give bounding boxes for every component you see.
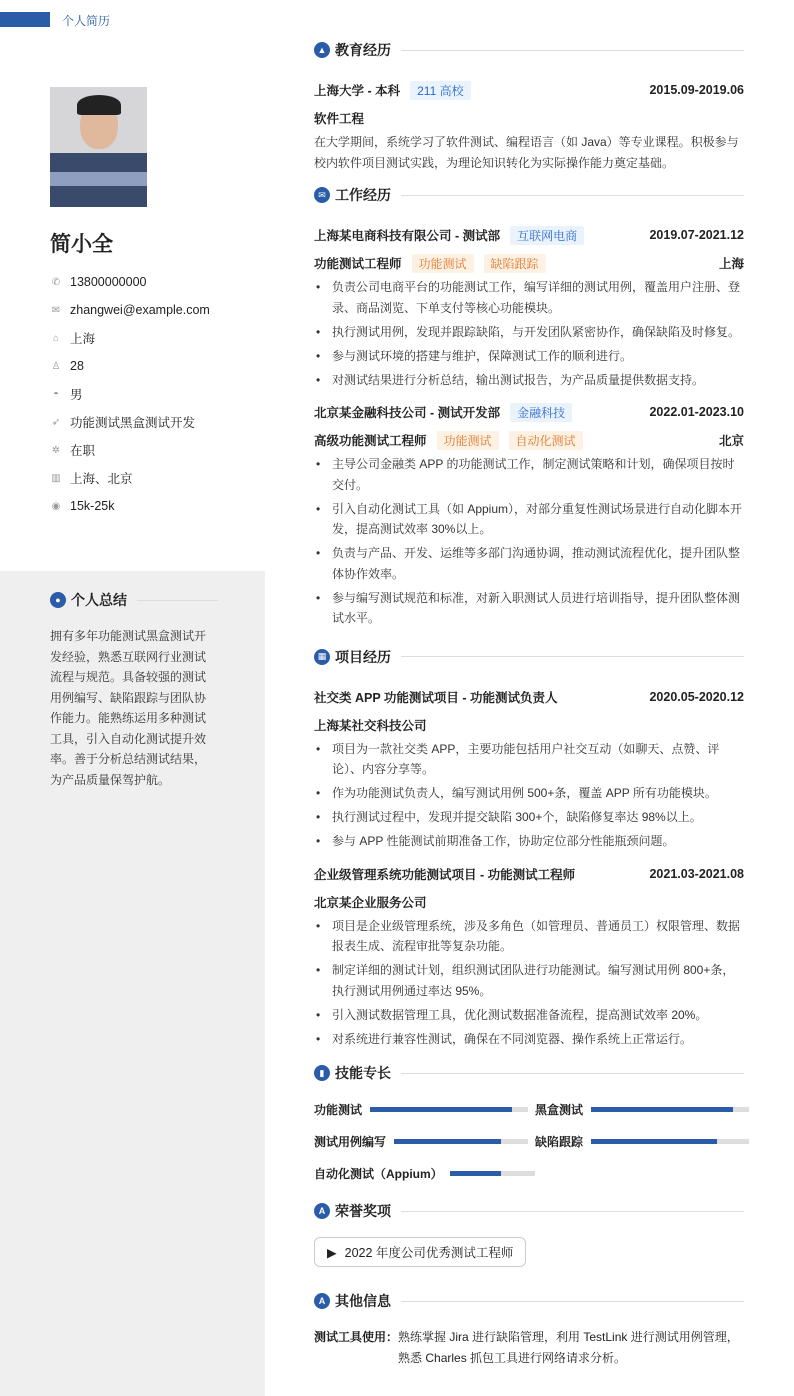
project-date: 2020.05-2020.12 <box>649 689 744 704</box>
profile-name: 简小全 <box>50 233 113 256</box>
profile-info-text: 上海、北京 <box>70 472 133 486</box>
skill-tag: 缺陷跟踪 <box>484 254 546 273</box>
list-item: • 制定详细的测试计划，组织测试团队进行功能测试。编写测试用例 800+条，执行测试用例通过率达 95%。 <box>314 960 744 1001</box>
job-city: 北京 <box>718 434 744 448</box>
award-icon: A <box>314 1203 330 1219</box>
list-item: • 项目为一款社交类 APP，主要功能包括用户社交互动（如聊天、点赞、评论）、内容分享等。 <box>314 739 744 780</box>
send-icon: ➶ <box>51 416 61 428</box>
section-skills <box>314 1063 744 1083</box>
award-text: 2022 年度公司优秀测试工程师 <box>344 1246 514 1260</box>
skill-tag: 功能测试 <box>437 431 499 450</box>
skill-name: 缺陷跟踪 <box>535 1134 584 1149</box>
home-icon: ⌂ <box>52 332 60 344</box>
list-item: • 负责与产品、开发、运维等多部门沟通协调，推动测试流程优化，提升团队整体协作效率。 <box>314 543 744 584</box>
profile-info-text: 男 <box>70 388 83 402</box>
gender-icon: ◓ <box>52 388 60 400</box>
summary-title: 个人总结 <box>71 592 127 608</box>
other-label: 测试工具使用： <box>314 1330 399 1344</box>
graduation-cap-icon: ▲ <box>314 42 330 58</box>
profile-info-list <box>50 268 210 520</box>
header-title: 个人简历 <box>62 14 111 28</box>
skill-item <box>314 1131 535 1151</box>
age-icon: ♙ <box>51 360 61 372</box>
profile-info-item <box>50 268 210 296</box>
skill-item <box>535 1131 749 1151</box>
company: 北京某金融科技公司 - 测试开发部 <box>314 406 501 420</box>
list-item: • 对测试结果进行分析总结，输出测试报告，为产品质量提供数据支持。 <box>314 370 744 391</box>
profile-info-text: 在职 <box>70 444 96 458</box>
project-org: 上海某社交科技公司 <box>314 718 427 733</box>
profile-info-item <box>50 296 210 324</box>
job-role: 高级功能测试工程师 <box>314 434 427 448</box>
section-projects <box>314 647 744 667</box>
skill-item <box>314 1099 535 1119</box>
skill-level-bar <box>450 1171 535 1176</box>
salary-icon: ◉ <box>51 500 61 512</box>
list-item: • 参与 APP 性能测试前期准备工作，协助定位部分性能瓶颈问题。 <box>314 831 744 852</box>
school-tag: 211 高校 <box>410 81 470 100</box>
job-city: 上海 <box>718 257 744 271</box>
other-text: 熟练掌握 Jira 进行缺陷管理，利用 TestLink 进行测试用例管理，熟悉 Charles 抓包工具进行网络请求分析。 <box>398 1330 739 1365</box>
section-title: 教育经历 <box>335 42 391 58</box>
section-title: 技能专长 <box>335 1065 391 1081</box>
project-org: 北京某企业服务公司 <box>314 895 427 910</box>
job-role: 功能测试工程师 <box>314 257 402 271</box>
industry-tag: 金融科技 <box>510 403 572 422</box>
bullet-list <box>314 916 744 1050</box>
profile-info-item <box>50 380 210 408</box>
profile-info-text: 上海 <box>70 332 96 346</box>
profile-info-item <box>50 324 210 352</box>
edu-desc: 在大学期间，系统学习了软件测试、编程语言（如 Java）等专业课程。积极参与校内软件项目测试实践，为理论知识转化为实际操作能力奠定基础。 <box>314 135 739 170</box>
school: 上海大学 - 本科 <box>314 84 401 98</box>
bullet-list <box>314 739 744 852</box>
briefcase-icon: ✉ <box>314 187 330 203</box>
profile-info-text: 13800000000 <box>70 275 147 289</box>
list-item: • 参与测试环境的搭建与维护，保障测试工作的顺利进行。 <box>314 346 744 367</box>
list-item: • 项目是企业级管理系统，涉及多角色（如管理员、普通员工）权限管理、数据报表生成、流程审批等复杂功能。 <box>314 916 744 957</box>
project-date: 2021.03-2021.08 <box>649 866 744 881</box>
profile-info-item <box>50 408 210 436</box>
profile-info-item <box>50 492 210 520</box>
info-icon: A <box>314 1293 330 1309</box>
profile-info-item <box>50 436 210 464</box>
bullet-list <box>314 277 744 390</box>
bar-chart-icon: ▮ <box>314 1065 330 1081</box>
skill-tag: 功能测试 <box>412 254 474 273</box>
list-item: • 引入测试数据管理工具，优化测试数据准备流程，提高测试效率 20%。 <box>314 1005 744 1026</box>
section-awards <box>314 1201 744 1221</box>
section-title: 项目经历 <box>335 648 391 665</box>
mail-icon: ✉ <box>51 304 61 316</box>
edu-date: 2015.09-2019.06 <box>649 83 744 97</box>
industry-tag: 互联网电商 <box>510 226 584 245</box>
other-info <box>314 1327 744 1368</box>
list-item: • 引入自动化测试工具（如 Appium），对部分重复性测试场景进行自动化脚本开发，提高测试效率 30%以上。 <box>314 499 744 540</box>
section-title: 荣誉奖项 <box>335 1203 391 1219</box>
avatar-photo <box>50 87 147 207</box>
skill-level-bar <box>394 1139 528 1144</box>
bullet-list <box>314 454 744 629</box>
award-item[interactable] <box>314 1237 526 1267</box>
skill-name: 自动化测试（Appium） <box>314 1166 443 1181</box>
list-item: • 参与编写测试规范和标准，对新入职测试人员进行培训指导，提升团队整体测试水平。 <box>314 588 744 629</box>
summary-heading <box>50 590 218 610</box>
profile-info-item <box>50 464 210 492</box>
section-education <box>314 40 744 60</box>
skill-level-bar <box>370 1107 528 1112</box>
main-content <box>314 40 744 1368</box>
skill-name: 功能测试 <box>314 1102 363 1117</box>
profile-info-text: zhangwei@example.com <box>70 303 210 317</box>
skill-item <box>535 1099 749 1119</box>
profile-info-text: 15k-25k <box>70 499 115 513</box>
list-item: • 作为功能测试负责人，编写测试用例 500+条，覆盖 APP 所有功能模块。 <box>314 783 744 804</box>
list-item: • 执行测试用例，发现并跟踪缺陷，与开发团队紧密协作，确保缺陷及时修复。 <box>314 322 744 343</box>
major: 软件工程 <box>314 112 365 126</box>
user-icon: ● <box>50 592 66 608</box>
job-date: 2022.01-2023.10 <box>649 405 744 419</box>
list-item: • 负责公司电商平台的功能测试工作，编写详细的测试用例，覆盖用户注册、登录、商品浏览、下单支付等核心功能模块。 <box>314 277 744 318</box>
list-item: • 对系统进行兼容性测试，确保在不同浏览器、操作系统上正常运行。 <box>314 1029 744 1050</box>
skill-level-bar <box>591 1139 749 1144</box>
section-other <box>314 1291 744 1311</box>
skill-level-bar <box>591 1107 749 1112</box>
skills-grid <box>314 1099 744 1183</box>
header-accent-bar <box>0 12 50 27</box>
section-title: 工作经历 <box>335 187 391 203</box>
job-date: 2019.07-2021.12 <box>649 228 744 242</box>
skill-tag: 自动化测试 <box>509 431 583 450</box>
list-item: • 主导公司金融类 APP 的功能测试工作，制定测试策略和计划，确保项目按时交付。 <box>314 454 744 495</box>
profile-info-text: 功能测试黑盒测试开发 <box>70 416 196 430</box>
phone-icon: ✆ <box>51 276 61 288</box>
skill-name: 黑盒测试 <box>535 1102 584 1117</box>
skill-name: 测试用例编写 <box>314 1134 387 1149</box>
profile-info-text: 28 <box>70 359 84 373</box>
profile-info-item <box>50 352 210 380</box>
summary-text: 拥有多年功能测试黑盒测试开发经验，熟悉互联网行业测试流程与规范。具备较强的测试用例编写、缺陷跟踪与团队协作能力。能熟练运用多种测试工具，引入自动化测试提升效率。善于分析总结测试结果，为产品质量保驾护航。 <box>50 629 207 787</box>
section-work <box>314 185 744 205</box>
play-icon: ▶ <box>327 1245 337 1260</box>
city-icon: ▥ <box>51 472 61 484</box>
list-item: • 执行测试过程中，发现并提交缺陷 300+个，缺陷修复率达 98%以上。 <box>314 807 744 828</box>
project-name: 企业级管理系统功能测试项目 - 功能测试工程师 <box>314 867 576 882</box>
project-name: 社交类 APP 功能测试项目 - 功能测试负责人 <box>314 690 558 705</box>
company: 上海某电商科技有限公司 - 测试部 <box>314 229 501 243</box>
section-title: 其他信息 <box>335 1293 391 1309</box>
skill-item <box>314 1163 535 1183</box>
status-icon: ✲ <box>51 444 61 456</box>
grid-icon: ▦ <box>314 649 330 665</box>
